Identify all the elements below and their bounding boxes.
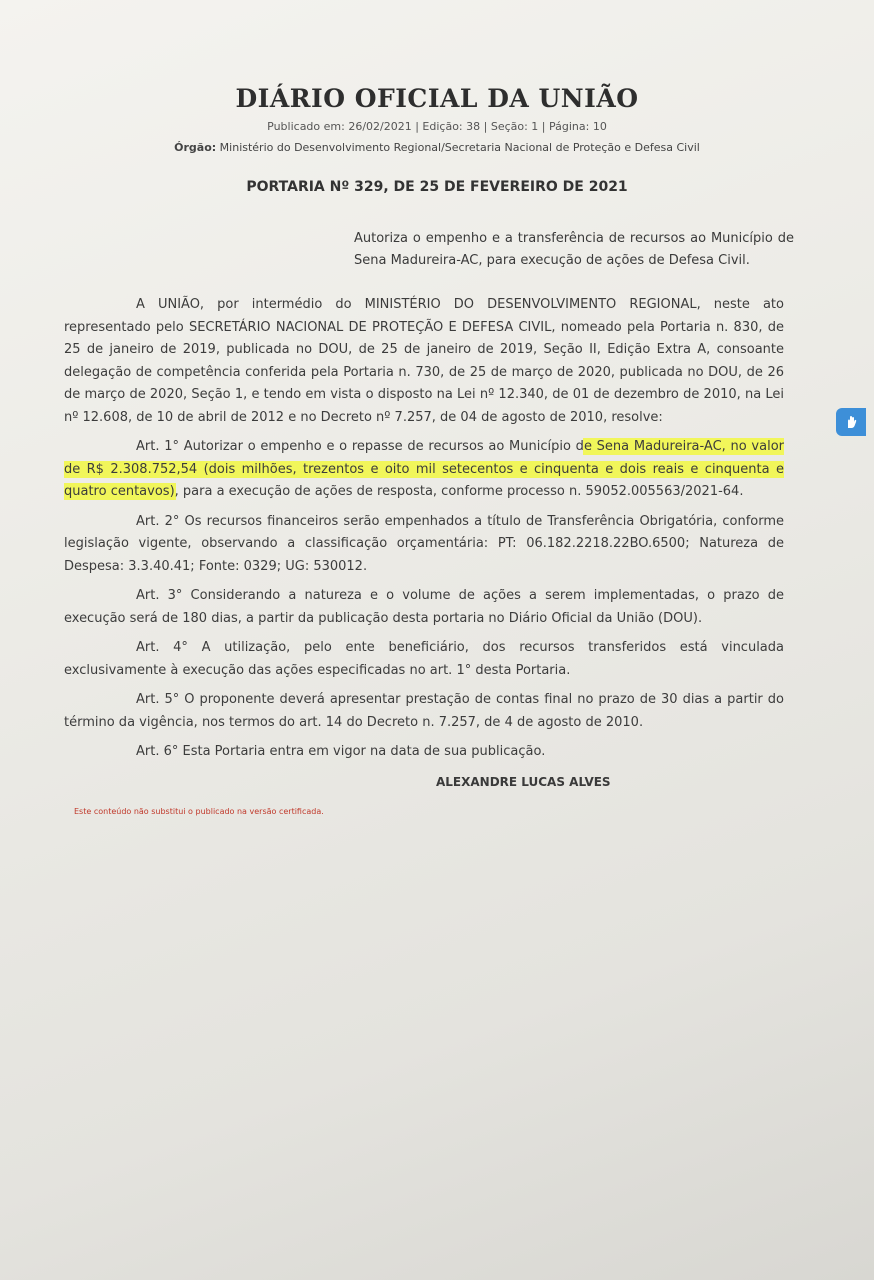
- article-4: Art. 4° A utilização, pelo ente beneficiário, dos recursos transferidos está vinculada exclusivamente à execução das ações especificadas no art. 1° desta Portaria.: [64, 640, 784, 678]
- publication-line: Publicado em: 26/02/2021 | Edição: 38 | Seção: 1 | Página: 10: [267, 120, 607, 133]
- orgao-value: Ministério do Desenvolvimento Regional/Secretaria Nacional de Proteção e Defesa Civil: [219, 141, 700, 154]
- accessibility-hand-glyph: [843, 414, 859, 430]
- act-title: PORTARIA Nº 329, DE 25 DE FEVEREIRO DE 2021: [246, 179, 628, 195]
- act-ementa: Autoriza o empenho e a transferência de recursos ao Município de Sena Madureira-AC, para execução de ações de Defesa Civil.: [354, 231, 794, 268]
- article-1-start: Art. 1° Autorizar o empenho e o repasse de recursos ao Município d: [136, 439, 584, 454]
- orgao-label: Órgão:: [174, 141, 217, 154]
- orgao-line: [0, 141, 874, 154]
- article-1-end: , para a execução de ações de resposta, conforme processo n. 59052.005563/2021-64.: [174, 484, 744, 499]
- certified-version-disclaimer: Este conteúdo não substitui o publicado na versão certificada.: [74, 807, 324, 816]
- preamble-paragraph: A UNIÃO, por intermédio do MINISTÉRIO DO DESENVOLVIMENTO REGIONAL, neste ato representado pelo SECRETÁRIO NACIONAL DE PROTEÇÃO E DEFESA CIVIL, nomeado pela Portaria n. 830, de 25 de janeiro de 2019, publicada no DOU, de 25 de janeiro de 2019, Seção II, Edição Extra A, consoante delegação de competência conferida pela Portaria n. 730, de 25 de março de 2020, publicada no DOU, de 26 de março de 2020, Seção 1, e tendo em vista o disposto na Lei nº 12.340, de 01 de dezembro de 2010, na Lei nº 12.608, de 10 de abril de 2012 e no Decreto nº 7.257, de 04 de agosto de 2010, resolve:: [64, 297, 784, 425]
- accessibility-hand-icon[interactable]: [836, 408, 866, 436]
- act-body: [64, 294, 784, 771]
- signer-name: ALEXANDRE LUCAS ALVES: [436, 775, 611, 789]
- article-2: Art. 2° Os recursos financeiros serão empenhados a título de Transferência Obrigatória, conforme legislação vigente, observando a classificação orçamentária: PT: 06.182.2218.22BO.6500; Natureza de Despesa: 3.3.40.41; Fonte: 0329; UG: 530012.: [64, 513, 784, 574]
- article-6: Art. 6° Esta Portaria entra em vigor na data de sua publicação.: [136, 744, 546, 759]
- article-5: Art. 5° O proponente deverá apresentar prestação de contas final no prazo de 30 dias a partir do término da vigência, nos termos do art. 14 do Decreto n. 7.257, de 4 de agosto de 2010.: [64, 692, 784, 730]
- masthead-title: DIÁRIO OFICIAL DA UNIÃO: [235, 84, 639, 113]
- highlighted-amount: e Sena Madureira-AC, no valor de R$ 2.308.752,54 (dois milhões, trezentos e oito mil setecentos e cinquenta e dois reais e cinquenta e quatro centavos): [64, 439, 785, 499]
- article-1: [64, 436, 784, 504]
- article-3: Art. 3° Considerando a natureza e o volume de ações a serem implementadas, o prazo de execução será de 180 dias, a partir da publicação desta portaria no Diário Oficial da União (DOU).: [64, 588, 784, 626]
